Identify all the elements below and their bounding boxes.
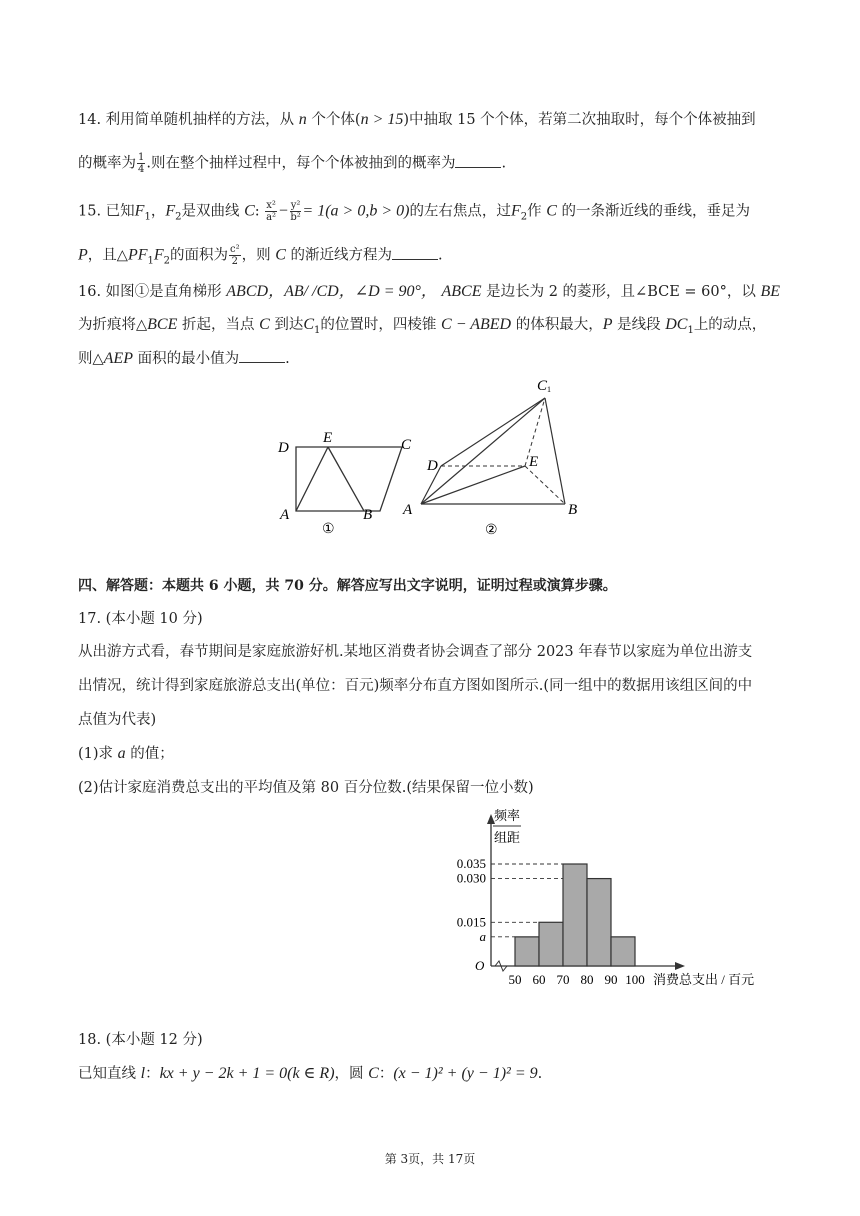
var-a: a	[117, 745, 126, 762]
q16-line-3	[78, 348, 290, 369]
colon: :	[254, 203, 260, 220]
x-tick-70: 70	[556, 972, 570, 987]
q16-text: 是线段	[617, 317, 661, 333]
var-C: C	[368, 1065, 379, 1082]
q16-text: 面积的最小值为	[137, 351, 240, 367]
q18-text: ：	[378, 1066, 394, 1082]
y-tick-0.015: 0.015	[456, 914, 486, 930]
q16-cond: ，AB/ /CD，∠D = 90°，	[268, 283, 437, 300]
q14-fraction	[137, 152, 145, 175]
var-F2: F	[153, 246, 164, 264]
q14-var-n: n	[298, 111, 307, 128]
q14-condition: n > 15	[360, 111, 404, 128]
label-E: E	[323, 430, 333, 446]
histogram-chart	[425, 800, 795, 1000]
var-C: C	[244, 202, 255, 220]
q18-head: 18. (本小题 12 分)	[78, 1032, 203, 1048]
frac-den: 2	[231, 256, 238, 267]
histogram-y-ticks	[457, 856, 487, 944]
var-C1: C	[303, 316, 315, 333]
q14-text: 14. 利用简单随机抽样的方法，从	[78, 112, 295, 128]
frac-den: 4	[138, 164, 145, 175]
q17-para-2: 出情况，统计得到家庭旅游总支出(单位：百元)频率分布直方图如图所示.(同一组中的数据用该组区间的中	[78, 678, 753, 694]
frac-y2-b2	[290, 200, 302, 223]
x-tick-60: 60	[532, 972, 546, 987]
label-B: B	[568, 502, 578, 518]
label-D: D	[278, 440, 289, 456]
q16-line-1	[78, 282, 780, 302]
var-BE: BE	[760, 283, 781, 300]
q15-text: 的左右焦点，过	[409, 203, 511, 220]
answer-blank	[392, 245, 438, 260]
q16-text: 的位置时，四棱锥	[320, 317, 437, 333]
q16-text: 上的动点，	[693, 317, 767, 333]
q17-para-3: 点值为代表)	[78, 712, 157, 728]
q16-text: 是边长为 2 的菱形，且∠BCE = 60°，以	[486, 284, 756, 300]
y-label-numerator: 频率	[493, 808, 521, 823]
figure-1-label: ①	[322, 522, 335, 537]
x-axis-label: 消费总支出 / 百元	[653, 972, 755, 987]
circle-equation: (x − 1)² + (y − 1)² = 9	[393, 1065, 538, 1082]
sub: 2	[175, 211, 182, 223]
q18-end: .	[537, 1066, 543, 1082]
q16-text: 折起，当点	[181, 317, 255, 333]
var-C: C	[275, 246, 286, 264]
q14-text: 个个体(	[311, 112, 361, 128]
frac-den: b²	[290, 212, 301, 223]
var-DC1: DC	[665, 316, 688, 333]
label-A: A	[403, 502, 413, 518]
q15-text: ，且△	[87, 247, 128, 264]
q16-text: 的体积最大，	[515, 317, 603, 333]
sub: 1	[147, 255, 154, 267]
var-ABCD: ABCD	[226, 283, 269, 300]
edge-AE	[296, 447, 328, 511]
var-C: C	[546, 202, 557, 220]
frac-den: a²	[266, 212, 277, 223]
q15-text: 的面积为	[170, 247, 229, 264]
q17-para-1: 从出游方式看，春节期间是家庭旅游好机.某地区消费者协会调查了部分 2023 年春节以家庭为单位出游支	[78, 644, 753, 660]
histogram-bar-90-100	[611, 937, 635, 966]
frac-num: x²	[266, 200, 276, 211]
q14-line-1	[78, 110, 756, 130]
q17-sub-2: (2)估计家庭消费总支出的平均值及第 80 百分位数.(结果保留一位小数)	[78, 780, 534, 796]
q14-end: .	[501, 155, 507, 172]
label-C1: C	[537, 378, 548, 394]
var-F1: F	[134, 202, 145, 220]
triangle-PF1F2: PF	[127, 246, 148, 264]
y-tick-a: a	[479, 928, 486, 944]
sub: 1	[687, 324, 694, 336]
edge-AC1	[421, 398, 545, 504]
q17-sub-1	[78, 744, 174, 764]
sep: ，	[150, 203, 166, 220]
sub: 1	[314, 324, 321, 336]
frac-x2-a2	[265, 200, 277, 223]
var-ABCE: ABCE	[441, 283, 482, 300]
var-P: P	[78, 246, 88, 264]
figure-2-label: ②	[485, 523, 498, 538]
frac-c2-2	[229, 244, 241, 267]
q17-text: (1)求	[78, 746, 114, 762]
histogram-bar-70-80	[563, 864, 587, 966]
histogram-x-ticks	[509, 972, 645, 987]
q16-text: 则△	[78, 351, 104, 367]
sub: 2	[163, 255, 171, 267]
q18-text: ：	[145, 1066, 160, 1082]
y-tick-0.035: 0.035	[456, 856, 486, 871]
q15-end: .	[438, 247, 443, 264]
y-label-denominator: 组距	[493, 830, 521, 845]
page-footer: 第 3页，共 17页	[384, 1152, 476, 1166]
sub: 2	[520, 211, 528, 223]
q17-head: 17. (本小题 10 分)	[78, 611, 203, 627]
edge-EB	[328, 447, 364, 511]
var-P: P	[602, 316, 613, 333]
q17-text: 的值；	[130, 746, 174, 762]
x-tick-50: 50	[508, 972, 522, 987]
label-E: E	[529, 454, 539, 470]
q16-text: 到达	[274, 317, 304, 333]
var-F2: F	[510, 202, 521, 220]
q18-text: ，圆	[334, 1066, 364, 1082]
pyramid: C − ABED	[441, 316, 512, 333]
x-tick-80: 80	[580, 972, 594, 987]
var-l: l	[140, 1065, 146, 1082]
x-axis-arrow	[675, 962, 685, 970]
frac-num: 1	[138, 152, 145, 163]
label-A: A	[280, 507, 290, 523]
answer-blank	[455, 153, 501, 168]
q18-line-1	[78, 1064, 542, 1084]
q16-text: 16. 如图①是直角梯形	[78, 284, 222, 300]
line-equation: kx + y − 2k + 1 = 0(k ∈ R)	[159, 1065, 335, 1082]
label-B: B	[363, 507, 373, 523]
q16-line-2	[78, 315, 766, 341]
q15-text: 的渐近线方程为	[290, 247, 393, 264]
q18-text: 已知直线	[78, 1066, 136, 1082]
sub: 1	[144, 211, 151, 223]
var-C: C	[259, 316, 270, 333]
answer-blank	[239, 348, 285, 363]
label-C1-sub: 1	[547, 385, 551, 394]
frac-num: c²	[230, 244, 240, 255]
q14-text: 的概率为	[78, 155, 136, 172]
label-D: D	[427, 458, 438, 474]
eq-tail: = 1(a > 0,b > 0)	[302, 202, 410, 220]
q14-text: .则在整个抽样过程中，每个个体被抽到的概率为	[146, 155, 456, 172]
var-F2: F	[165, 202, 176, 220]
q15-line-2	[78, 244, 443, 271]
x-tick-90: 90	[604, 972, 618, 987]
q16-text: 为折痕将△	[78, 317, 148, 333]
var-AEP: AEP	[103, 350, 133, 367]
section-4-heading: 四、解答题：本题共 6 小题，共 70 分。解答应写出文字说明，证明过程或演算步骤。	[78, 578, 617, 594]
origin-label: O	[475, 958, 485, 973]
histogram-bars	[515, 864, 635, 966]
q15-line-1	[78, 200, 750, 227]
q14-line-2	[78, 152, 506, 175]
y-tick-0.030: 0.030	[456, 870, 486, 886]
q15-text: 是双曲线	[181, 203, 240, 220]
frac-num: y²	[290, 200, 301, 211]
q16-end: .	[285, 351, 290, 367]
q15-text: ，则	[241, 247, 271, 264]
histogram-bar-60-70	[539, 922, 563, 966]
figure-2-pyramid	[395, 370, 595, 540]
q15-text: 15. 已知	[78, 203, 135, 220]
x-tick-100: 100	[625, 972, 645, 987]
label-C: C	[401, 437, 412, 453]
histogram-bar-50-60	[515, 937, 539, 966]
histogram-bar-80-90	[587, 879, 611, 966]
minus: −	[277, 202, 289, 220]
q15-text: 的一条渐近线的垂线，垂足为	[561, 203, 750, 220]
q14-text: )中抽取 15 个个体，若第二次抽取时，每个个体被抽到	[403, 112, 756, 128]
q15-text: 作	[527, 203, 542, 220]
var-BCE: BCE	[147, 316, 178, 333]
